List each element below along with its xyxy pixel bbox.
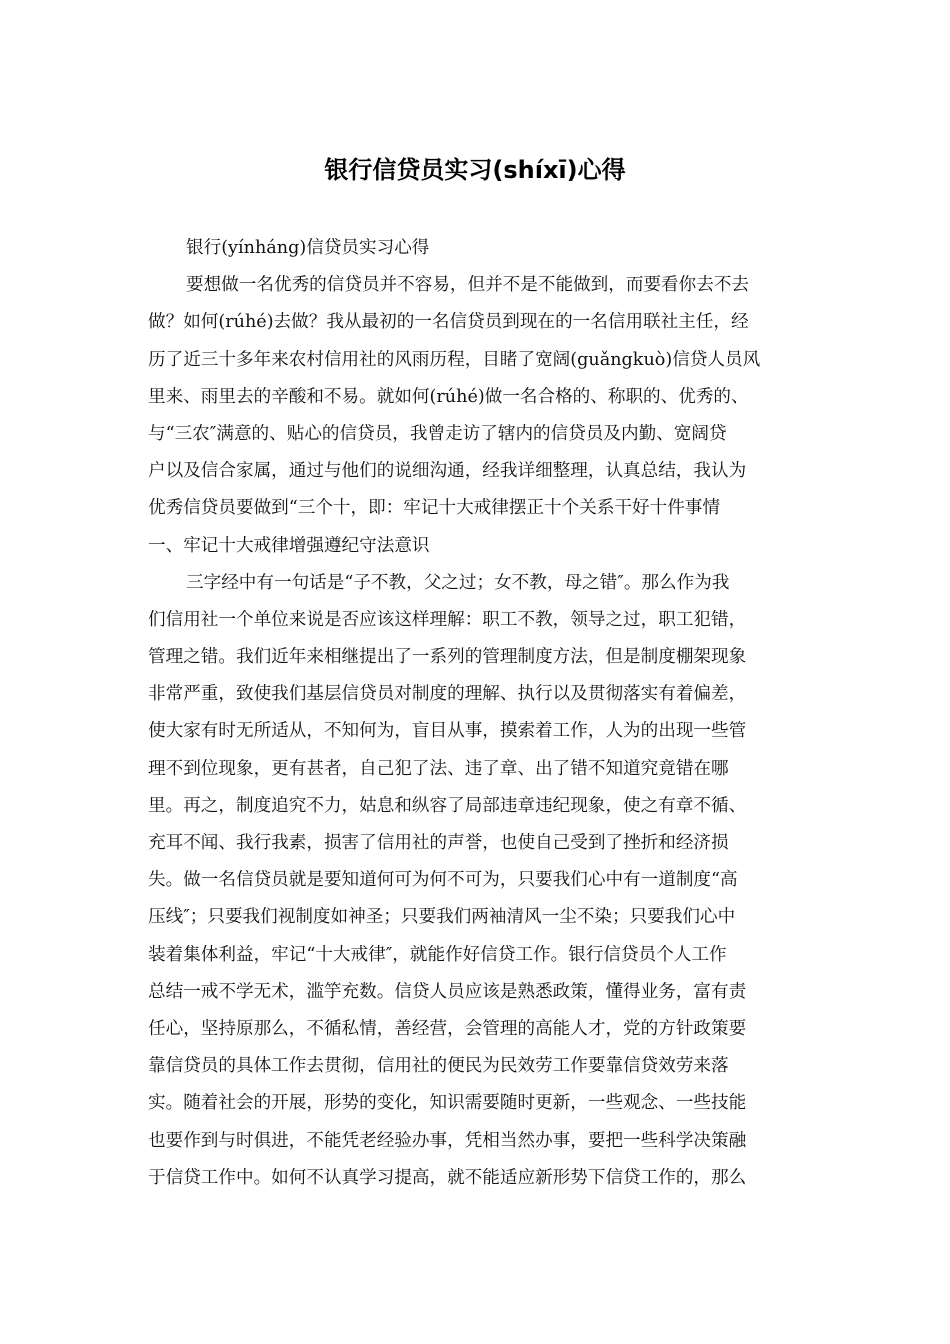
text-line: 任心，坚持原那么，不循私情，善经营，会管理的高能人才，党的方针政策要 xyxy=(148,1018,747,1039)
text-line: 银行(yínháng)信贷员实习心得 xyxy=(186,238,430,258)
text-line: 压线″；只要我们视制度如神圣；只要我们两袖清风一尘不染；只要我们心中 xyxy=(148,907,736,928)
text-line: 管理之错。我们近年来相继提出了一系列的管理制度方法，但是制度棚架现象 xyxy=(148,647,747,668)
text-line: 于信贷工作中。如何不认真学习提高，就不能适应新形势下信贷工作的，那么 xyxy=(148,1167,747,1188)
text-line: 做？如何(rúhé)去做？我从最初的一名信贷员到现在的一名信用联社主任，经 xyxy=(148,312,749,333)
text-line: 优秀信贷员要做到“三个十，即：牢记十大戒律摆正十个关系干好十件事情 xyxy=(148,498,720,519)
text-line: 使大家有时无所适从，不知何为，盲目从事，摸索着工作，人为的出现一些管 xyxy=(148,721,747,742)
text-line: 户以及信合家属，通过与他们的说细沟通，经我详细整理，认真总结，我认为 xyxy=(148,461,747,482)
text-line: 非常严重，致使我们基层信贷员对制度的理解、执行以及贯彻落实有着偏差， xyxy=(148,684,747,705)
text-line: 里来、雨里去的辛酸和不易。就如何(rúhé)做一名合格的、称职的、优秀的、 xyxy=(148,386,749,407)
text-line: 三字经中有一句话是“子不教，父之过；女不教，母之错″。那么作为我 xyxy=(186,572,730,593)
text-line: 里。再之，制度追究不力，姑息和纵容了局部违章违纪现象，使之有章不循、 xyxy=(148,795,747,816)
document-body xyxy=(148,230,800,1197)
text-line: 总结一戒不学无术，滥竽充数。信贷人员应该是熟悉政策，懂得业务，富有责 xyxy=(148,981,747,1002)
text-line: 要想做一名优秀的信贷员并不容易，但并不是不能做到，而要看你去不去 xyxy=(186,275,750,296)
text-line: 装着集体利益，牢记“十大戒律″，就能作好信贷工作。银行信贷员个人工作 xyxy=(148,944,727,965)
text-line: 一、牢记十大戒律增强遵纪守法意识 xyxy=(148,535,430,556)
text-line: 理不到位现象，更有甚者，自己犯了法、违了章、出了错不知道究竟错在哪 xyxy=(148,758,729,779)
text-line: 历了近三十多年来农村信用社的风雨历程，目睹了宽阔(guǎngkuò)信贷人员风 xyxy=(148,349,761,370)
text-line: 实。随着社会的开展，形势的变化，知识需要随时更新，一些观念、一些技能 xyxy=(148,1093,747,1114)
text-line: 充耳不闻、我行我素，损害了信用社的声誉，也使自己受到了挫折和经济损 xyxy=(148,833,729,853)
text-line: 与“三农″满意的、贴心的信贷员，我曾走访了辖内的信贷员及内勤、宽阔贷 xyxy=(148,423,727,444)
text-line: 失。做一名信贷员就是要知道何可为何不可为，只要我们心中有一道制度“高 xyxy=(148,870,738,891)
text-line: 靠信贷员的具体工作去贯彻，信用社的便民为民效劳工作要靠信贷效劳来落 xyxy=(148,1056,729,1077)
text-line: 们信用社一个单位来说是否应该这样理解：职工不教，领导之过，职工犯错， xyxy=(148,609,747,630)
document-title: 银行信贷员实习(shíxī)心得 xyxy=(324,156,626,184)
text-line: 也要作到与时俱进，不能凭老经验办事，凭相当然办事，要把一些科学决策融 xyxy=(148,1130,747,1151)
